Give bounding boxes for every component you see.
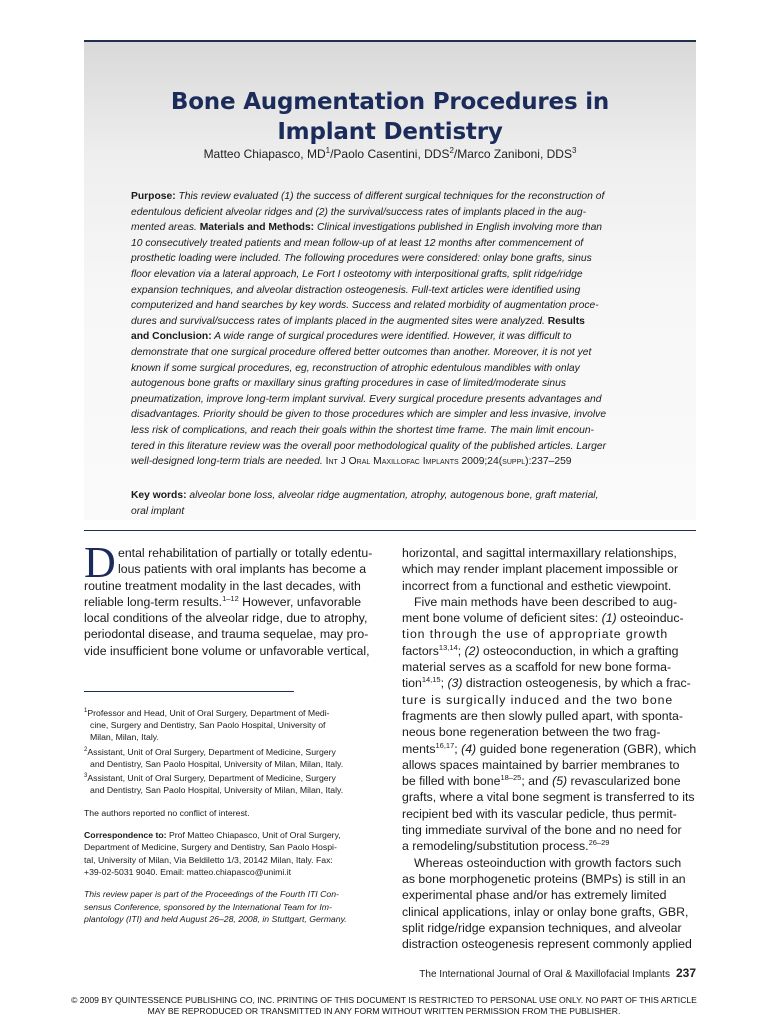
abstract-line: edentulous deficient alveolar ridges and (2) the survival/success rates of implants placed in the aug- <box>131 206 587 218</box>
footnote-line: sensus Conference, sponsored by the International Team for Im- <box>84 901 332 912</box>
body-line: routine treatment modality in the last decades, with <box>84 578 361 593</box>
abstract-line: autogenous bone grafts or maxillary sinus grafting procedures in case of limited/moderate sinus <box>131 378 566 390</box>
body-line: material serves as a scaffold for new bone forma- <box>402 660 672 675</box>
abstract <box>131 189 651 470</box>
author-3: /Marco Zaniboni, DDS <box>453 147 572 161</box>
abstract-line: mented areas. <box>131 222 200 234</box>
body-line: recipient bed with its vascular pedicle, thus permit- <box>402 806 677 821</box>
article-title <box>84 87 696 147</box>
citation-ref: 14,15 <box>421 675 441 685</box>
body-line: neous bone regeneration between the two frag- <box>402 725 661 740</box>
citation-ref: 1–12 <box>222 593 239 603</box>
body-line: factors$^{13,14}$; (2) osteoconduction, in which a grafting <box>402 642 679 658</box>
correspondence-label: Correspondence to: <box>84 830 167 841</box>
abstract-line: dures and survival/success rates of implants placed in the augmented sites were analyzed. <box>131 315 548 327</box>
title-line-1: Bone Augmentation Procedures in <box>170 89 610 116</box>
body-line: local conditions of the alveolar ridge, due to atrophy, <box>84 611 368 626</box>
body-line: split ridge/ridge expansion techniques, and alveolar <box>402 920 682 935</box>
abstract-line: disadvantages. Priority should be given to those procedures which are simpler and less invasive, involve <box>131 409 607 421</box>
abstract-conclusion-label: and Conclusion: <box>131 331 212 343</box>
abstract-methods-label: Materials and Methods: <box>199 222 315 234</box>
body-line: Whereas osteoinduction with growth factors such <box>414 855 682 870</box>
abstract-line: prosthetic loading were included. The following procedures were considered: onlay bone grafts, sinus <box>131 253 592 265</box>
abstract-line: expansion techniques, and alveolar distraction osteogenesis. Full-text articles were identified using <box>131 284 581 296</box>
abstract-line: demonstrate that one surgical procedure offered better outcomes than another. Moreover, it is not yet <box>131 346 592 358</box>
abstract-purpose-label: Purpose: <box>131 191 176 202</box>
keywords-line: alveolar bone loss, alveolar ridge augmentation, atrophy, autogenous bone, graft material, <box>186 490 599 501</box>
body-line: tion through the use of appropriate growth <box>402 627 669 642</box>
body-line: tion$^{14,15}$; (3) distraction osteogenesis, by which a frac- <box>402 675 691 691</box>
citation-ref: 13,14 <box>438 642 458 652</box>
footnote-line: and Dentistry, San Paolo Hospital, University of Milan, Milan, Italy. <box>90 758 344 769</box>
body-line: lous patients with oral implants has become a <box>118 562 367 577</box>
conflict-statement: The authors reported no conflict of interest. <box>84 807 250 818</box>
copyright-notice <box>0 995 768 1017</box>
citation-suppl: suppl <box>502 456 526 468</box>
page-number: 237 <box>675 966 696 980</box>
footnote-affiliation-1: $^1$Professor and Head, Unit of Oral Surgery, Department of Medi- <box>84 707 330 718</box>
abstract-line: Clinical investigations published in English involving more than <box>314 222 603 234</box>
copyright-line-2: MAY BE REPRODUCED OR TRANSMITTED IN ANY FORM WITHOUT WRITTEN PERMISSION FROM THE PUBLISHER. <box>147 1006 621 1016</box>
journal-name: The International Journal of Oral & Maxillofacial Implants <box>419 969 670 980</box>
body-line: fragments are then slowly pulled apart, with sponta- <box>402 708 683 723</box>
abstract-line: less risk of complications, and reach their goals within the shortest time frame. The main limit encoun- <box>131 424 594 436</box>
footnote-line: tal, University of Milan, Via Beldiletto 1/3, 20142 Milan, Italy. Fax: <box>84 854 333 865</box>
author-2: /Paolo Casentini, DDS <box>330 147 450 161</box>
footnote-line: +39-02-5031 9040. Email: matteo.chiapasco@unimi.it <box>84 866 292 877</box>
body-line: clinical applications, inlay or onlay bone grafts, GBR, <box>402 904 689 919</box>
footnotes <box>84 705 384 925</box>
body-line: vide insufficient bone volume or unfavorable vertical, <box>84 643 370 658</box>
abstract-line: computerized and hand searches by key words. Success and related morbidity of augmentation proce- <box>131 300 599 312</box>
body-line: which may render implant placement impossible or <box>402 562 679 577</box>
author-2-affil: 2 <box>449 146 454 155</box>
body-line: incorrect from a functional and esthetic viewpoint. <box>402 578 672 593</box>
footnote-line: plantology (ITI) and held August 26–28, 2008, in Stuttgart, Germany. <box>84 913 347 924</box>
body-line: distraction osteogenesis represent commonly applied <box>402 937 692 952</box>
abstract-line: This review evaluated (1) the success of different surgical techniques for the reconstruction of <box>175 191 605 202</box>
header-bottom-rule <box>84 530 696 531</box>
body-line: allows spaces maintained by barrier membranes to <box>402 757 680 772</box>
keywords-label: Key words: <box>131 490 187 501</box>
body-line: reliable long-term results.$^{1-12}$ However, unfavorable <box>84 593 362 609</box>
copyright-line-1: © 2009 BY QUINTESSENCE PUBLISHING CO, INC. PRINTING OF THIS DOCUMENT IS RESTRICTED TO PERSONAL USE ONLY. NO PART OF THIS ARTICLE <box>71 995 697 1005</box>
citation-journal: Int J Oral Maxillofac Implants <box>325 456 459 468</box>
citation-pages: ):237–259 <box>525 456 572 468</box>
footnote-line: and Dentistry, San Paolo Hospital, University of Milan, Milan, Italy. <box>90 785 344 796</box>
body-column-left <box>84 538 380 659</box>
journal-footer <box>84 966 696 980</box>
abstract-line: known if some surgical procedures, eg, reconstruction of atrophic edentulous mandibles with onlay <box>131 362 580 374</box>
body-line: grafts, where a vital bone segment is transferred to its <box>402 790 695 805</box>
abstract-line: A wide range of surgical procedures were identified. However, it was difficult to <box>211 331 572 343</box>
author-3-affil: 3 <box>571 146 577 155</box>
correspondence: Correspondence to: Prof Matteo Chiapasco, Unit of Oral Surgery, <box>84 830 341 841</box>
footnote-line: cine, Surgery and Dentistry, San Paolo Hospital, University of <box>90 720 326 731</box>
citation-ref: 26–29 <box>588 838 610 848</box>
body-line: ting immediate survival of the bone and no need for <box>402 823 682 838</box>
citation-ref: 16,17 <box>435 740 455 750</box>
body-line: experimental phase and/or has extremely limited <box>402 888 667 903</box>
footnote-line: Milan, Milan, Italy. <box>90 732 159 743</box>
footnote-affiliation-2: $^2$Assistant, Unit of Oral Surgery, Department of Medicine, Surgery <box>84 746 336 757</box>
abstract-line: tered in this literature review was the overall poor methodological quality of the published articles. Larger <box>131 440 607 452</box>
abstract-line: pneumatization, improve long-term implant survival. Every surgical procedure presents advantages and <box>131 393 602 405</box>
body-column-right <box>402 545 698 952</box>
drop-cap: D <box>84 538 116 587</box>
citation-volume: 2009;24( <box>458 456 503 468</box>
abstract-results-label: Results <box>547 315 585 327</box>
body-line: Five main methods have been described to aug- <box>414 594 678 609</box>
body-line: ental rehabilitation of partially or totally edentu- <box>118 546 373 560</box>
body-line: ture is surgically induced and the two bone <box>402 692 674 707</box>
abstract-line: well-designed long-term trials are needed. <box>131 456 326 468</box>
body-line: ments$^{16,17}$; (4) guided bone regeneration (GBR), which <box>402 740 697 756</box>
body-line: periodontal disease, and trauma sequelae, may pro- <box>84 627 369 642</box>
body-line: be filled with bone$^{18-25}$; and (5) revascularized bone <box>402 773 681 789</box>
title-line-2: Implant Dentistry <box>277 119 503 146</box>
footnote-line: Department of Medicine, Surgery and Dentistry, San Paolo Hospi- <box>84 842 337 853</box>
abstract-line: 10 consecutively treated patients and mean follow-up of at least 12 months after commencement of <box>131 237 584 249</box>
keywords-line: oral implant <box>131 505 185 517</box>
proceedings-note: This review paper is part of the Proceedings of the Fourth ITI Con- <box>84 889 339 900</box>
body-line: a remodeling/substitution process.$^{26-29}$ <box>402 838 610 854</box>
abstract-line: floor elevation via a lateral approach, Le Fort I osteotomy with interpositional grafts, split ridge/ridge <box>131 268 583 280</box>
footnote-rule <box>84 691 294 692</box>
keywords <box>131 488 651 519</box>
body-line: as bone morphogenetic proteins (BMPs) is still in an <box>402 871 686 886</box>
author-list <box>84 146 696 161</box>
body-line: ment bone volume of deficient sites: (1) osteoinduc- <box>402 611 684 626</box>
author-1-affil: 1 <box>325 146 331 155</box>
author-1: Matteo Chiapasco, MD <box>203 147 326 161</box>
footnote-affiliation-3: $^3$Assistant, Unit of Oral Surgery, Department of Medicine, Surgery <box>84 773 336 784</box>
body-line: horizontal, and sagittal intermaxillary relationships, <box>402 546 677 560</box>
citation-ref: 18–25 <box>500 773 522 783</box>
